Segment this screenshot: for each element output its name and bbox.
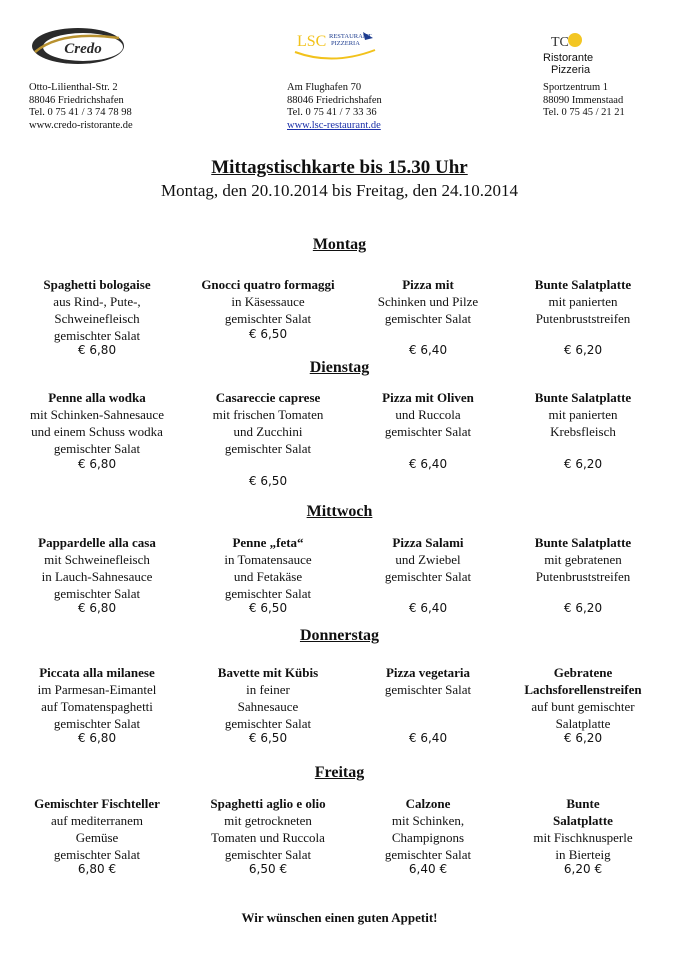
dish-price: 6,80 € [77, 862, 117, 876]
dish-item [17, 795, 177, 863]
dish-name: Calzone [405, 796, 451, 811]
lsc-logo-pizzeria: PIZZERIA [331, 40, 360, 47]
tc-phone: Tel. 0 75 45 / 21 21 [543, 107, 625, 118]
dish-item [503, 795, 663, 863]
credo-website: www.credo-ristorante.de [29, 119, 133, 131]
day-heading-montag [0, 236, 679, 254]
dish-price: € 6,80 [77, 343, 117, 357]
dish-name: Gebratene [553, 665, 613, 680]
dish-description-line: mit panierten [548, 407, 618, 422]
credo-logo-text: Credo [64, 41, 102, 57]
dish-description-line: mit frischen Tomaten [212, 407, 324, 422]
dish-price: € 6,40 [408, 457, 448, 471]
dish-description-line: gemischter Salat [53, 716, 141, 731]
dish-description-line: Putenbruststreifen [535, 311, 631, 326]
dish-description-line: gemischter Salat [384, 569, 472, 584]
dish-name: Pizza vegetaria [385, 665, 471, 680]
day-name: Mittwoch [306, 503, 373, 520]
dish-description-line: mit getrockneten [224, 813, 312, 828]
day-name: Montag [312, 236, 367, 253]
dish-description-line: in feiner [246, 682, 290, 697]
closing-greeting: Wir wünschen einen guten Appetit! [241, 910, 438, 925]
dish-name: Bunte [566, 796, 600, 811]
dish-item [188, 795, 348, 863]
dish-name: Pappardelle alla casa [38, 535, 156, 550]
dish-price: € 6,80 [77, 601, 117, 615]
dish-price: € 6,20 [563, 343, 603, 357]
dish-item [503, 389, 663, 440]
lsc-logo [293, 26, 377, 66]
dish-name: Bunte Salatplatte [534, 535, 632, 550]
dish-description-line: auf Tomatenspaghetti [41, 699, 153, 714]
tc-name-ristorante: Ristorante [543, 52, 594, 64]
lsc-address [287, 82, 382, 132]
dish-name-continued: Lachsforellenstreifen [524, 682, 642, 697]
dish-item [188, 534, 348, 602]
dish-name: Bunte Salatplatte [534, 390, 632, 405]
dish-price: € 6,80 [77, 457, 117, 471]
dish-description-line: gemischter Salat [224, 716, 312, 731]
dish-price: € 6,20 [563, 731, 603, 745]
dish-description-line: in Lauch-Sahnesauce [41, 569, 153, 584]
dish-name: Spaghetti aglio e olio [210, 796, 326, 811]
dish-description-line: Salatplatte [555, 716, 611, 731]
dish-name: Spaghetti bologaise [43, 277, 151, 292]
dish-name: Piccata alla milanese [39, 665, 155, 680]
menu-title: Mittagstischkarte bis 15.30 Uhr [211, 157, 468, 178]
dish-description-line: gemischter Salat [224, 847, 312, 862]
dish-description-line: gemischter Salat [53, 328, 141, 343]
dish-description-line: Sahnesauce [237, 699, 299, 714]
day-heading-dienstag [0, 359, 679, 377]
dish-description-line: Krebsfleisch [550, 424, 616, 439]
dish-name: Gnocci quatro formaggi [201, 277, 335, 292]
dish-name: Pizza mit Oliven [382, 390, 474, 405]
lsc-street: Am Flughafen 70 [287, 82, 362, 93]
dish-item [17, 534, 177, 602]
dish-price: 6,20 € [563, 862, 603, 876]
dish-item [188, 276, 348, 327]
dish-item [348, 664, 508, 698]
dish-description-line: gemischter Salat [53, 586, 141, 601]
credo-phone: Tel. 0 75 41 / 3 74 78 98 [29, 107, 132, 118]
dish-description-line: auf bunt gemischter [531, 699, 635, 714]
dish-description-line: Schweinefleisch [54, 311, 140, 326]
dish-price: € 6,50 [248, 731, 288, 745]
dish-price: € 6,80 [77, 731, 117, 745]
dish-description-line: gemischter Salat [53, 441, 141, 456]
lsc-logo-main: LSC [297, 33, 327, 50]
tc-city: 88090 Immenstaad [543, 94, 624, 106]
menu-title-block [0, 157, 679, 202]
dish-description-line: in Bierteig [555, 847, 611, 862]
dish-name: Casareccie caprese [215, 390, 321, 405]
lsc-phone: Tel. 0 75 41 / 7 33 36 [287, 107, 377, 118]
dish-price: 6,50 € [248, 862, 288, 876]
tc-logo [549, 30, 589, 52]
dish-price: € 6,40 [408, 731, 448, 745]
dish-description-line: und Zucchini [233, 424, 303, 439]
dish-description-line: mit gebratenen [544, 552, 622, 567]
credo-street: Otto-Lilienthal-Str. 2 [29, 82, 118, 93]
dish-description-line: und Fetakäse [233, 569, 303, 584]
dish-description-line: gemischter Salat [384, 311, 472, 326]
dish-description-line: in Käsessauce [231, 294, 305, 309]
dish-description-line: Schinken und Pilze [377, 294, 479, 309]
dish-description-line: mit Fischknusperle [533, 830, 633, 845]
dish-name-continued: Salatplatte [553, 813, 613, 828]
day-name: Donnerstag [299, 627, 380, 644]
menu-date-range: Montag, den 20.10.2014 bis Freitag, den 24.10.2014 [161, 181, 518, 200]
dish-item [188, 389, 348, 457]
dish-item [348, 389, 508, 440]
dish-item [348, 534, 508, 585]
credo-city: 88046 Friedrichshafen [29, 94, 124, 106]
letterhead [0, 20, 679, 135]
dish-price: 6,40 € [408, 862, 448, 876]
dish-name: Bunte Salatplatte [534, 277, 632, 292]
dish-price: € 6,20 [563, 601, 603, 615]
dish-description-line: gemischter Salat [224, 586, 312, 601]
dish-name: Pizza mit [402, 277, 454, 292]
dish-description-line: mit Schweinefleisch [44, 552, 150, 567]
dish-price: € 6,50 [248, 601, 288, 615]
dish-item [503, 534, 663, 585]
day-name: Dienstag [309, 359, 370, 376]
dish-price: € 6,50 [248, 327, 288, 341]
dish-description-line: in Tomatensauce [224, 552, 312, 567]
dish-item [17, 664, 177, 732]
day-heading-mittwoch [0, 503, 679, 521]
dish-description-line: gemischter Salat [53, 847, 141, 862]
dish-name: Pizza Salami [392, 535, 464, 550]
dish-price: € 6,40 [408, 601, 448, 615]
dish-description-line: aus Rind-, Pute-, [53, 294, 141, 309]
dish-description-line: auf mediterranem [50, 813, 144, 828]
tc-name-pizzeria: Pizzeria [551, 64, 591, 76]
dish-description-line: und einem Schuss wodka [31, 424, 163, 439]
dish-item [188, 664, 348, 732]
dish-description-line: gemischter Salat [224, 311, 312, 326]
dish-description-line: gemischter Salat [224, 441, 312, 456]
dish-item [17, 276, 177, 344]
day-name: Freitag [314, 764, 365, 781]
dish-item [17, 389, 177, 457]
credo-logo [31, 26, 126, 66]
dish-description-line: Tomaten und Ruccola [211, 830, 325, 845]
dish-name: Gemischter Fischteller [34, 796, 160, 811]
dish-description-line: mit panierten [548, 294, 618, 309]
dish-description-line: und Ruccola [395, 407, 461, 422]
dish-description-line: Gemüse [75, 830, 119, 845]
dish-item [348, 276, 508, 327]
credo-address [29, 82, 133, 132]
lsc-website-link[interactable]: www.lsc-restaurant.de [287, 119, 381, 131]
dish-description-line: gemischter Salat [384, 424, 472, 439]
dish-description-line: gemischter Salat [384, 682, 472, 697]
dish-description-line: Champignons [391, 830, 465, 845]
dish-price: € 6,50 [248, 474, 288, 488]
day-heading-donnerstag [0, 627, 679, 645]
dish-name: Bavette mit Kübis [217, 665, 319, 680]
dish-item [503, 276, 663, 327]
dish-item [348, 795, 508, 863]
dish-name: Penne alla wodka [48, 390, 146, 405]
dish-description-line: gemischter Salat [384, 847, 472, 862]
tc-street: Sportzentrum 1 [543, 82, 609, 93]
lsc-logo-restaurant: RESTAURANT [329, 33, 372, 40]
dish-description-line: mit Schinken-Sahnesauce [30, 407, 164, 422]
tc-address [543, 82, 625, 120]
tc-logo-text: TC [551, 35, 569, 50]
dish-description-line: und Zwiebel [395, 552, 461, 567]
lsc-city: 88046 Friedrichshafen [287, 94, 382, 106]
dish-description-line: im Parmesan-Eimantel [37, 682, 157, 697]
dish-description-line: Putenbruststreifen [535, 569, 631, 584]
dish-item [503, 664, 663, 732]
dish-description-line: mit Schinken, [391, 813, 465, 828]
day-heading-freitag [0, 764, 679, 782]
dish-name: Penne „feta“ [232, 535, 304, 550]
dish-price: € 6,20 [563, 457, 603, 471]
dish-price: € 6,40 [408, 343, 448, 357]
